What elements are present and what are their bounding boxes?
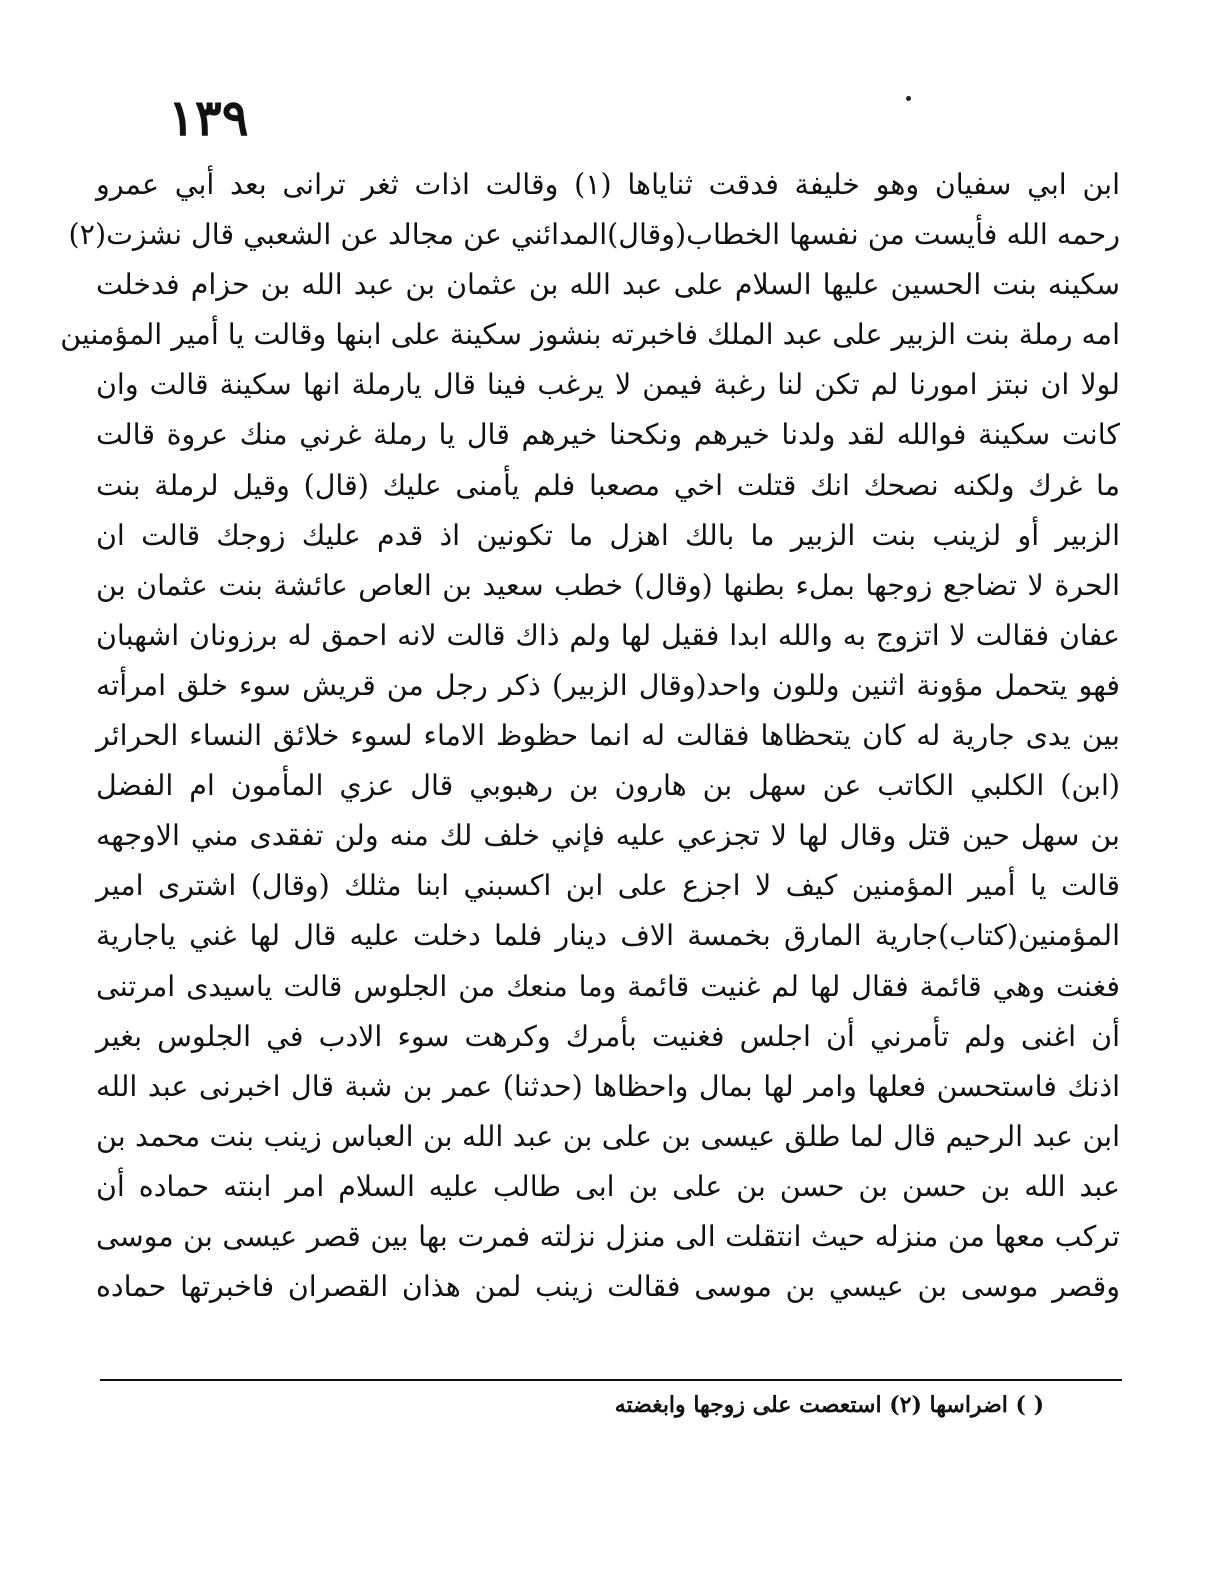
text-line: كانت سكينة فوالله لقد ولدنا خيرهم ونكحنا خيرهم قال يا رملة غرني منك عروة قالت bbox=[96, 418, 1120, 452]
page-number: ١٣٩ bbox=[168, 88, 249, 147]
text-line: سكينه بنت الحسين عليها السلام على عبد الله بن عثمان بن عبد الله بن حزام فدخلت bbox=[96, 268, 1120, 302]
footnote: ( ) اضراسها (٢) استعصت على زوجها وابغضته bbox=[614, 1392, 1044, 1418]
text-line: ابن ابي سفيان وهو خليفة فدقت ثناياها (١) وقالت اذات ثغر ترانى بعد أبي عمرو bbox=[96, 168, 1120, 201]
text-line: امه رملة بنت الزبير على عبد الملك فاخبرته بنشوز سكينة على ابنها وقالت يا أمير المؤمنين bbox=[60, 318, 1120, 352]
footnote-divider bbox=[100, 1379, 1122, 1381]
text-line: فغنت وهي قائمة فقال لها لم غنيت قائمة وما منعك من الجلوس قالت ياسيدى امرتنى bbox=[96, 969, 1120, 1003]
text-line: الزبير أو لزينب بنت الزبير ما بالك اهزل ما تكونين اذ قدم عليك زوجك قالت ان bbox=[96, 518, 1120, 552]
print-speck bbox=[906, 96, 911, 101]
text-line: عفان فقالت لا اتزوج به والله ابدا فقيل لها ولم ذاك قالت لانه احمق له برزونان اشهبان bbox=[96, 618, 1120, 652]
text-line: ما غرك ولكنه نصحك انك قتلت اخي مصعبا فلم يأمنى عليك (قال) وقيل لرملة بنت bbox=[96, 468, 1120, 502]
text-line: لولا ان نبتز امورنا لم تكن لنا رغبة فيمن لا يرغب فينا قال يارملة انها سكينة قالت وان bbox=[96, 368, 1120, 402]
text-line: عبد الله بن حسن بن حسن بن على بن ابى طالب عليه السلام امر ابنته حماده أن bbox=[96, 1169, 1120, 1203]
text-line: قالت يا أمير المؤمنين كيف لا اجزع على ابن اكسبني ابنا مثلك (وقال) اشترى امير bbox=[96, 869, 1120, 903]
text-line: بين يدى جارية له كان يتحظاها فقالت له انما حظوظ الاماء لسوء خلائق النساء الحرائر bbox=[96, 719, 1120, 753]
text-line: (ابن) الكلبي الكاتب عن سهل بن هارون بن رهبوبي قال عزي المأمون ام الفضل bbox=[96, 769, 1120, 803]
body-text bbox=[60, 160, 1120, 1312]
text-line: وقصر موسى بن عيسي بن موسى فقالت زينب لمن هذان القصران فاخبرتها حماده bbox=[96, 1270, 1120, 1304]
text-line: اذنك فاستحسن فعلها وامر لها بمال واحظاها (حدثنا) عمر بن شبة قال اخبرنى عبد الله bbox=[96, 1069, 1120, 1103]
text-line: أن اغنى ولم تأمرني أن اجلس فغنيت بأمرك وكرهت سوء الادب في الجلوس بغير bbox=[96, 1019, 1120, 1053]
text-line: رحمه الله فأيست من نفسها الخطاب(وقال)المدائني عن مجالد عن الشعبي قال نشزت(٢) bbox=[68, 218, 1120, 252]
text-line: تركب معها من منزله حيث انتقلت الى منزل نزلته فمرت بها بين قصر عيسى بن موسى bbox=[96, 1219, 1120, 1253]
text-line: ابن عبد الرحيم قال لما طلق عيسى بن على بن عبد الله بن العباس زينب بنت محمد بن bbox=[96, 1119, 1120, 1153]
text-line: فهو يتحمل مؤونة اثنين وللون واحد(وقال الزبير) ذكر رجل من قريش سوء خلق امرأته bbox=[96, 668, 1120, 702]
text-line: المؤمنين(كتاب)جارية المارق بخمسة الاف دينار فلما دخلت عليه قال لها غني ياجارية bbox=[96, 919, 1120, 953]
text-line: بن سهل حين قتل وقال لها لا تجزعي عليه فإني خلف لك منه ولن تفقدى مني الاوجهه bbox=[96, 819, 1120, 853]
text-line: الحرة لا تضاجع زوجها بملء بطنها (وقال) خطب سعيد بن العاص عائشة بنت عثمان بن bbox=[96, 568, 1120, 602]
